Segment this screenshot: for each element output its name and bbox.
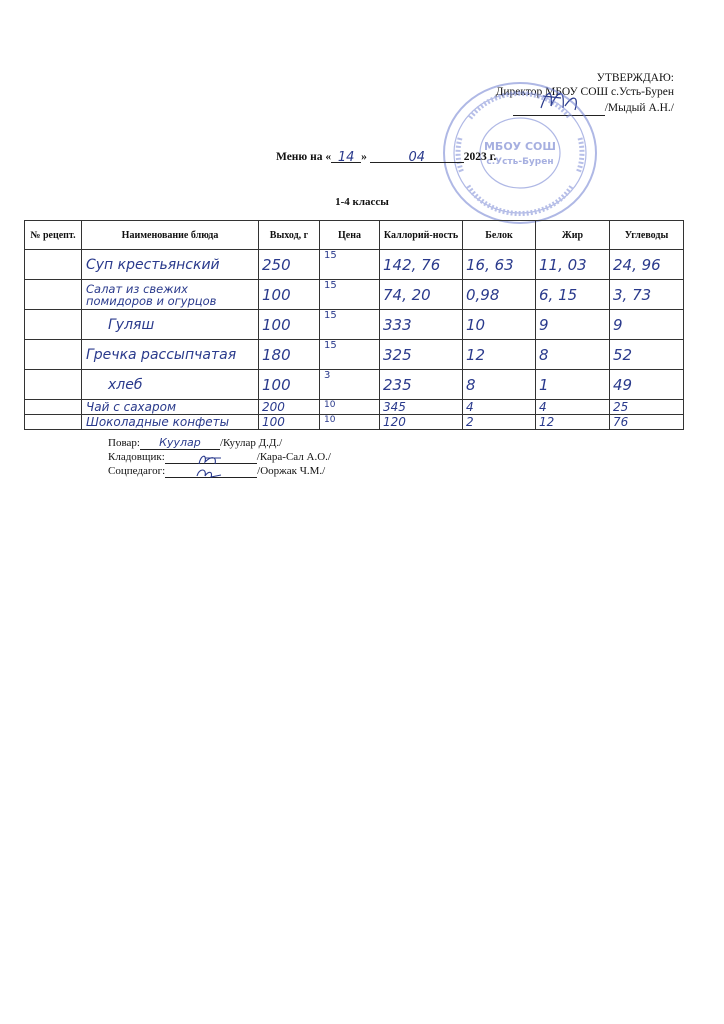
- col-header-output: Выход, г: [259, 221, 320, 250]
- output-cell: 100: [259, 310, 320, 340]
- carbs-cell: 9: [610, 310, 684, 340]
- table-row: [25, 310, 684, 340]
- carbs-cell: 3, 73: [610, 280, 684, 310]
- protein-cell: 0,98: [463, 280, 536, 310]
- table-row: [25, 400, 684, 415]
- carbs-cell: 49: [610, 370, 684, 400]
- price-cell: 15: [320, 310, 380, 340]
- output-cell: 180: [259, 340, 320, 370]
- table-row: [25, 280, 684, 310]
- col-header-carbs: Углеводы: [610, 221, 684, 250]
- calories-cell: 345: [380, 400, 463, 415]
- protein-cell: 10: [463, 310, 536, 340]
- cook-label: Повар:: [108, 437, 140, 449]
- recipe-cell: [25, 400, 82, 415]
- calories-cell: 74, 20: [380, 280, 463, 310]
- approval-position: Директор МБОУ СОШ с.Усть-Бурен: [495, 85, 674, 98]
- menu-quote-close: »: [361, 151, 367, 163]
- fat-cell: 11, 03: [536, 250, 610, 280]
- price-cell: 10: [320, 400, 380, 415]
- price-cell: 15: [320, 340, 380, 370]
- carbs-cell: 25: [610, 400, 684, 415]
- calories-cell: 333: [380, 310, 463, 340]
- table-row: [25, 415, 684, 430]
- recipe-cell: [25, 250, 82, 280]
- col-header-recipe: № рецепт.: [25, 221, 82, 250]
- output-cell: 200: [259, 400, 320, 415]
- recipe-cell: [25, 340, 82, 370]
- price-cell: 3: [320, 370, 380, 400]
- storekeeper-name: /Кара-Сал А.О./: [256, 451, 331, 463]
- calories-cell: 142, 76: [380, 250, 463, 280]
- dish-name: Суп крестьянский: [82, 250, 259, 280]
- recipe-cell: [25, 415, 82, 430]
- output-cell: 100: [259, 280, 320, 310]
- col-header-protein: Белок: [463, 221, 536, 250]
- carbs-cell: 24, 96: [610, 250, 684, 280]
- dish-name: Салат из свежих помидоров и огурцов: [82, 280, 259, 310]
- calories-cell: 325: [380, 340, 463, 370]
- storekeeper-label: Кладовщик:: [108, 451, 165, 463]
- menu-day: 14: [331, 150, 361, 163]
- menu-year: 2023 г.: [463, 151, 497, 163]
- cook-row: [108, 436, 331, 450]
- cook-name: /Куулар Д.Д./: [219, 437, 283, 449]
- menu-month: 04: [370, 150, 464, 163]
- menu-prefix: Меню на «: [276, 151, 332, 163]
- price-cell: 10: [320, 415, 380, 430]
- handwritten-signature-icon: [191, 466, 231, 480]
- table-row: [25, 340, 684, 370]
- menu-date-line: [276, 150, 496, 163]
- class-label: 1-4 классы: [335, 196, 389, 208]
- dish-name: Шоколадные конфеты: [82, 415, 259, 430]
- protein-cell: 16, 63: [463, 250, 536, 280]
- social-name: /Ооржак Ч.М./: [257, 465, 326, 477]
- fat-cell: 8: [536, 340, 610, 370]
- protein-cell: 4: [463, 400, 536, 415]
- storekeeper-signature: [165, 452, 257, 464]
- fat-cell: 9: [536, 310, 610, 340]
- col-header-calories: Каллорий-ность: [380, 221, 463, 250]
- approval-title: УТВЕРЖДАЮ:: [596, 72, 674, 84]
- dish-name: Чай с сахаром: [82, 400, 259, 415]
- calories-cell: 235: [380, 370, 463, 400]
- col-header-dish: Наименование блюда: [82, 221, 259, 250]
- price-cell: 15: [320, 280, 380, 310]
- social-signature: [165, 466, 257, 478]
- fat-cell: 12: [536, 415, 610, 430]
- stamp-text-2: с.Усть-Бурен: [486, 157, 554, 167]
- col-header-price: Цена: [320, 221, 380, 250]
- price-cell: 15: [320, 250, 380, 280]
- social-row: [108, 464, 331, 478]
- cook-signature: Куулар: [140, 438, 220, 450]
- recipe-cell: [25, 310, 82, 340]
- output-cell: 100: [259, 370, 320, 400]
- recipe-cell: [25, 370, 82, 400]
- carbs-cell: 76: [610, 415, 684, 430]
- table-header-row: [25, 221, 684, 250]
- protein-cell: 12: [463, 340, 536, 370]
- fat-cell: 6, 15: [536, 280, 610, 310]
- social-label: Соцпедагог:: [108, 465, 166, 477]
- approval-signer: /Мыдый А.Н./: [604, 102, 674, 114]
- output-cell: 100: [259, 415, 320, 430]
- recipe-cell: [25, 280, 82, 310]
- staff-signatures: [108, 436, 331, 478]
- fat-cell: 1: [536, 370, 610, 400]
- col-header-fat: Жир: [536, 221, 610, 250]
- menu-table: [24, 220, 684, 430]
- protein-cell: 2: [463, 415, 536, 430]
- calories-cell: 120: [380, 415, 463, 430]
- dish-name: Гуляш: [82, 310, 259, 340]
- fat-cell: 4: [536, 400, 610, 415]
- protein-cell: 8: [463, 370, 536, 400]
- output-cell: 250: [259, 250, 320, 280]
- dish-name: хлеб: [82, 370, 259, 400]
- dish-name: Гречка рассыпчатая: [82, 340, 259, 370]
- table-row: [25, 370, 684, 400]
- carbs-cell: 52: [610, 340, 684, 370]
- stamp-text-1: МБОУ СОШ: [483, 140, 557, 153]
- table-row: [25, 250, 684, 280]
- storekeeper-row: [108, 450, 331, 464]
